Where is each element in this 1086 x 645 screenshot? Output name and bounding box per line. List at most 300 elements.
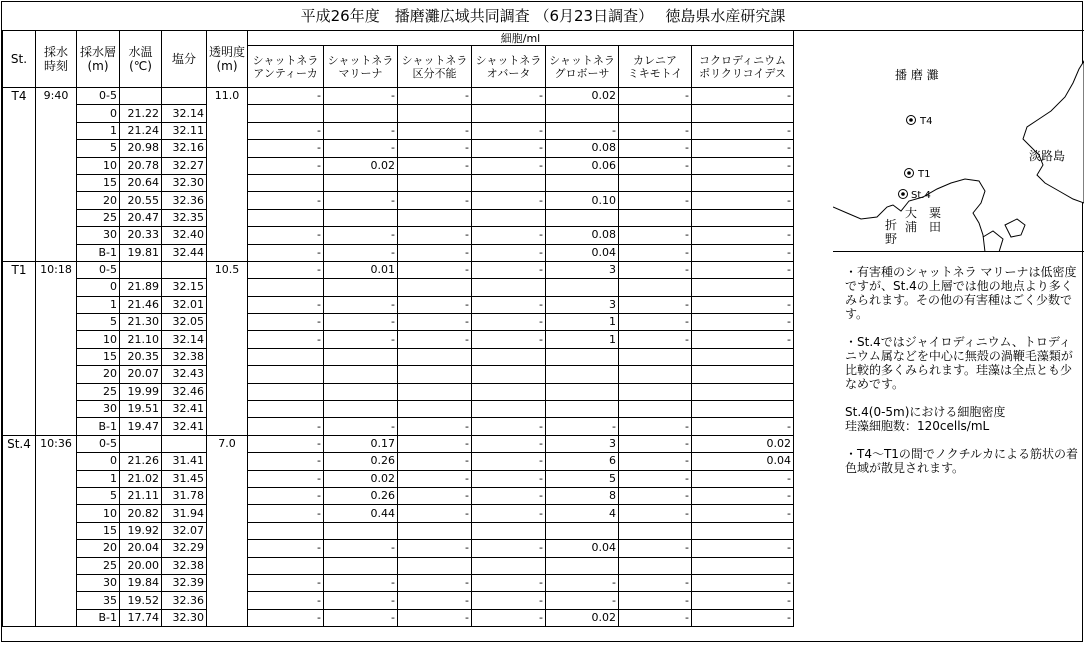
temp-cell [120,88,162,105]
cell-count [248,522,324,539]
cell-count: - [248,227,324,244]
depth-cell: 0-5 [77,435,120,452]
table-row [3,348,794,365]
depth-cell: 1 [77,296,120,313]
cell-count [546,383,619,400]
salinity-cell: 32.46 [162,383,207,400]
depth-cell: 30 [77,574,120,591]
salinity-cell: 32.30 [162,174,207,191]
cell-count: - [248,192,324,209]
header-species: コクロディニウム ポリクリコイデス [692,46,794,88]
header-species: シャットネラ オバータ [472,46,546,88]
cell-count: 1 [546,331,619,348]
note-4: ・T4～T1の間でノクチルカによる筋状の着色域が散見されます。 [845,447,1078,475]
cell-count: - [619,592,692,609]
temp-cell: 21.89 [120,279,162,296]
map-svg [833,31,1084,252]
cell-count: 1 [546,314,619,331]
cell-count [692,209,794,226]
cell-count: - [472,261,546,278]
cell-count: - [692,122,794,139]
cell-count [619,522,692,539]
cell-count: - [248,418,324,435]
table-row [3,522,794,539]
cell-count [546,522,619,539]
station-t1 [905,169,931,181]
cell-count [546,366,619,383]
cell-count: - [398,314,472,331]
cell-count: - [472,505,546,522]
cell-count [692,401,794,418]
table-row [3,296,794,313]
cell-count [324,557,398,574]
salinity-cell: 31.94 [162,505,207,522]
table-row [3,157,794,174]
cell-count: - [472,418,546,435]
header-species: シャットネラ アンティーカ [248,46,324,88]
cell-count: - [398,157,472,174]
cell-count: - [546,574,619,591]
table-row [3,592,794,609]
temp-cell: 20.00 [120,557,162,574]
depth-cell: 10 [77,331,120,348]
cell-count: - [248,140,324,157]
cell-count: - [398,592,472,609]
cell-count [692,348,794,365]
cell-count: - [692,487,794,504]
table-row [3,192,794,209]
table-row [3,574,794,591]
cell-count [546,105,619,122]
cell-count: 3 [546,435,619,452]
cell-count: 0.44 [324,505,398,522]
temp-cell: 21.22 [120,105,162,122]
cell-count: - [398,435,472,452]
salinity-cell: 32.01 [162,296,207,313]
cell-count [472,522,546,539]
cell-count [248,557,324,574]
temp-cell: 20.35 [120,348,162,365]
cell-count: 5 [546,470,619,487]
cell-count: - [324,296,398,313]
temp-cell: 21.24 [120,122,162,139]
cell-count: 0.08 [546,140,619,157]
cell-count: - [692,418,794,435]
cell-count [248,279,324,296]
cell-count [472,557,546,574]
cell-count [619,383,692,400]
depth-cell: 20 [77,366,120,383]
cell-count: - [398,487,472,504]
station-name: St.4 [3,435,36,626]
map-island-label: 淡路島 [1029,149,1066,163]
cell-count: - [472,157,546,174]
cell-count: - [472,592,546,609]
cell-count [692,366,794,383]
cell-count: - [398,470,472,487]
report-frame [1,1,1083,642]
depth-cell: 30 [77,401,120,418]
station-map [833,31,1084,252]
cell-count: - [324,88,398,105]
cell-count: - [692,88,794,105]
cell-count: - [692,227,794,244]
cell-count: - [324,540,398,557]
cell-count [324,348,398,365]
cell-count [619,401,692,418]
cell-count: - [692,574,794,591]
cell-count [398,557,472,574]
header-cells-unit: 細胞/ml [248,31,794,46]
cell-count [472,105,546,122]
cell-count [398,279,472,296]
cell-count [248,383,324,400]
cell-count: - [692,609,794,626]
transparency-cell: 10.5 [207,261,248,435]
cell-count [619,557,692,574]
header-species: シャットネラ 区分不能 [398,46,472,88]
temp-cell: 20.82 [120,505,162,522]
cell-count: - [472,192,546,209]
cell-count: 6 [546,453,619,470]
cell-count: - [324,122,398,139]
salinity-cell: 32.44 [162,244,207,261]
salinity-cell [162,435,207,452]
table-row [3,453,794,470]
cell-count: - [472,574,546,591]
salinity-cell: 32.38 [162,348,207,365]
salinity-cell: 32.14 [162,331,207,348]
cell-count: - [619,453,692,470]
table-row [3,505,794,522]
temp-cell: 20.78 [120,157,162,174]
depth-cell: 25 [77,209,120,226]
table-row [3,314,794,331]
cell-count: - [546,418,619,435]
depth-cell: 15 [77,348,120,365]
salinity-cell: 32.15 [162,279,207,296]
table-row [3,122,794,139]
transparency-cell: 7.0 [207,435,248,626]
temp-cell: 20.47 [120,209,162,226]
cell-count: - [398,574,472,591]
cell-count: 0.02 [546,609,619,626]
depth-cell: B-1 [77,244,120,261]
depth-cell: 0 [77,453,120,470]
cell-count [546,557,619,574]
cell-count [546,401,619,418]
cell-count [398,174,472,191]
cell-count: - [546,592,619,609]
survey-table [2,30,794,627]
cell-count: - [248,470,324,487]
cell-count: - [248,435,324,452]
cell-count [248,401,324,418]
cell-count: - [619,574,692,591]
svg-text:粟: 粟 [929,206,942,220]
cell-count: - [324,418,398,435]
cell-count: - [248,592,324,609]
cell-count [619,348,692,365]
cell-count: - [472,540,546,557]
cell-count: - [248,88,324,105]
cell-count [619,174,692,191]
cell-count [692,174,794,191]
cell-count [324,279,398,296]
table-row [3,540,794,557]
cell-count: - [472,296,546,313]
cell-count: 0.08 [546,227,619,244]
cell-count: 0.04 [546,244,619,261]
cell-count: - [398,261,472,278]
cell-count: - [248,157,324,174]
temp-cell: 19.51 [120,401,162,418]
temp-cell: 21.02 [120,470,162,487]
table-row [3,418,794,435]
temp-cell: 19.52 [120,592,162,609]
cell-count: 8 [546,487,619,504]
cell-count: - [619,227,692,244]
svg-text:St.4: St.4 [911,190,931,201]
cell-count: - [619,122,692,139]
cell-count: - [472,244,546,261]
cell-count: - [398,453,472,470]
cell-count: - [619,157,692,174]
cell-count: - [692,140,794,157]
cell-count [472,279,546,296]
temp-cell: 19.47 [120,418,162,435]
depth-cell: 5 [77,487,120,504]
cell-count: - [398,296,472,313]
cell-count: - [692,331,794,348]
salinity-cell: 32.30 [162,609,207,626]
cell-count: 0.01 [324,261,398,278]
temp-cell: 17.74 [120,609,162,626]
cell-count: - [248,609,324,626]
table-row [3,174,794,191]
salinity-cell: 32.36 [162,192,207,209]
cell-count [398,383,472,400]
report-title: 平成26年度 播磨灘広域共同調査 （6月23日調査） 徳島県水産研究課 [2,2,1084,31]
table-row [3,244,794,261]
cell-count: - [248,331,324,348]
salinity-cell: 32.38 [162,557,207,574]
header-temp: 水温 (℃) [120,31,162,88]
temp-cell: 20.07 [120,366,162,383]
depth-cell: 0-5 [77,88,120,105]
table-row [3,279,794,296]
cell-count [546,174,619,191]
cell-count [324,174,398,191]
table-row [3,105,794,122]
salinity-cell: 31.41 [162,453,207,470]
cell-count: - [248,261,324,278]
table-row [3,470,794,487]
cell-count [248,174,324,191]
cell-count [546,279,619,296]
temp-cell: 19.99 [120,383,162,400]
cell-count: - [619,435,692,452]
cell-count [692,557,794,574]
cell-count: - [398,192,472,209]
salinity-cell: 32.43 [162,366,207,383]
table-row [3,261,794,278]
cell-count [324,105,398,122]
cell-count: - [248,487,324,504]
table-row [3,227,794,244]
cell-count: - [619,244,692,261]
depth-cell: B-1 [77,609,120,626]
header-depth: 採水層 (m) [77,31,120,88]
cell-count: - [248,296,324,313]
cell-count: - [692,244,794,261]
temp-cell: 21.46 [120,296,162,313]
svg-text:浦: 浦 [905,220,918,234]
cell-count: - [398,244,472,261]
cell-count: - [692,470,794,487]
cell-count [619,366,692,383]
salinity-cell: 32.27 [162,157,207,174]
transparency-cell: 11.0 [207,88,248,262]
table-row [3,140,794,157]
cell-count [324,401,398,418]
cell-count: - [619,140,692,157]
cell-count [472,348,546,365]
cell-count: - [692,540,794,557]
cell-count [248,105,324,122]
svg-text:折: 折 [885,218,898,232]
header-salinity: 塩分 [162,31,207,88]
cell-count [692,279,794,296]
header-transparency: 透明度 (m) [207,31,248,88]
cell-count: - [324,574,398,591]
temp-cell: 20.33 [120,227,162,244]
cell-count: - [619,487,692,504]
cell-count: - [472,122,546,139]
svg-text:田: 田 [929,220,942,234]
cell-count [324,522,398,539]
island-shapes [983,219,1025,252]
salinity-cell: 32.35 [162,209,207,226]
table-row [3,209,794,226]
cell-count: - [692,157,794,174]
cell-count: - [692,192,794,209]
table-row [3,401,794,418]
cell-count: - [472,487,546,504]
awaji-coastline [1023,61,1084,203]
depth-cell: 30 [77,227,120,244]
cell-count: - [619,261,692,278]
cell-count [398,105,472,122]
temp-cell: 20.55 [120,192,162,209]
cell-count [692,383,794,400]
cell-count: 0.04 [546,540,619,557]
cell-count: - [398,140,472,157]
cell-count [324,383,398,400]
cell-count: - [248,122,324,139]
cell-count: - [472,609,546,626]
depth-cell: 15 [77,522,120,539]
depth-cell: B-1 [77,418,120,435]
cell-count: - [472,227,546,244]
depth-cell: 25 [77,557,120,574]
salinity-cell: 32.07 [162,522,207,539]
salinity-cell: 32.29 [162,540,207,557]
cell-count: 0.17 [324,435,398,452]
header-species: カレニア ミキモトイ [619,46,692,88]
station-name: T1 [3,261,36,435]
cell-count: 0.02 [546,88,619,105]
salinity-cell [162,88,207,105]
depth-cell: 1 [77,470,120,487]
temp-cell: 21.11 [120,487,162,504]
header-time: 採水 時刻 [36,31,77,88]
temp-cell: 19.84 [120,574,162,591]
cell-count [692,522,794,539]
cell-count [248,366,324,383]
cell-count: - [398,227,472,244]
header-species: シャットネラ マリーナ [324,46,398,88]
salinity-cell: 31.45 [162,470,207,487]
svg-text:T1: T1 [918,169,931,180]
table-row [3,331,794,348]
cell-count: 0.04 [692,453,794,470]
cell-count: - [248,244,324,261]
table-row [3,557,794,574]
table-row [3,609,794,626]
cell-count: - [398,122,472,139]
salinity-cell: 32.05 [162,314,207,331]
cell-count [619,209,692,226]
cell-count: - [324,227,398,244]
cell-count: 0.02 [324,470,398,487]
cell-count [398,522,472,539]
salinity-cell: 32.36 [162,592,207,609]
depth-cell: 10 [77,505,120,522]
cell-count: - [248,453,324,470]
depth-cell: 35 [77,592,120,609]
cell-count: - [619,331,692,348]
cell-count: - [398,540,472,557]
sampling-time: 10:36 [36,435,77,626]
svg-text:野: 野 [885,232,898,246]
cell-count: - [692,261,794,278]
cell-count: 0.02 [692,435,794,452]
cell-count: - [324,192,398,209]
temp-cell [120,435,162,452]
cell-count [398,401,472,418]
station-name: T4 [3,88,36,262]
cell-count: - [619,192,692,209]
cell-count: - [692,592,794,609]
cell-count [248,348,324,365]
cell-count [472,401,546,418]
depth-cell: 0 [77,105,120,122]
cell-count: - [619,609,692,626]
cell-count [324,366,398,383]
cell-count: - [692,314,794,331]
cell-count: - [692,505,794,522]
sampling-time: 9:40 [36,88,77,262]
cell-count [398,366,472,383]
depth-cell: 15 [77,174,120,191]
cell-count: - [324,609,398,626]
cell-count: - [619,88,692,105]
cell-count: - [472,314,546,331]
cell-count: - [472,88,546,105]
cell-count: - [248,505,324,522]
cell-count [546,348,619,365]
